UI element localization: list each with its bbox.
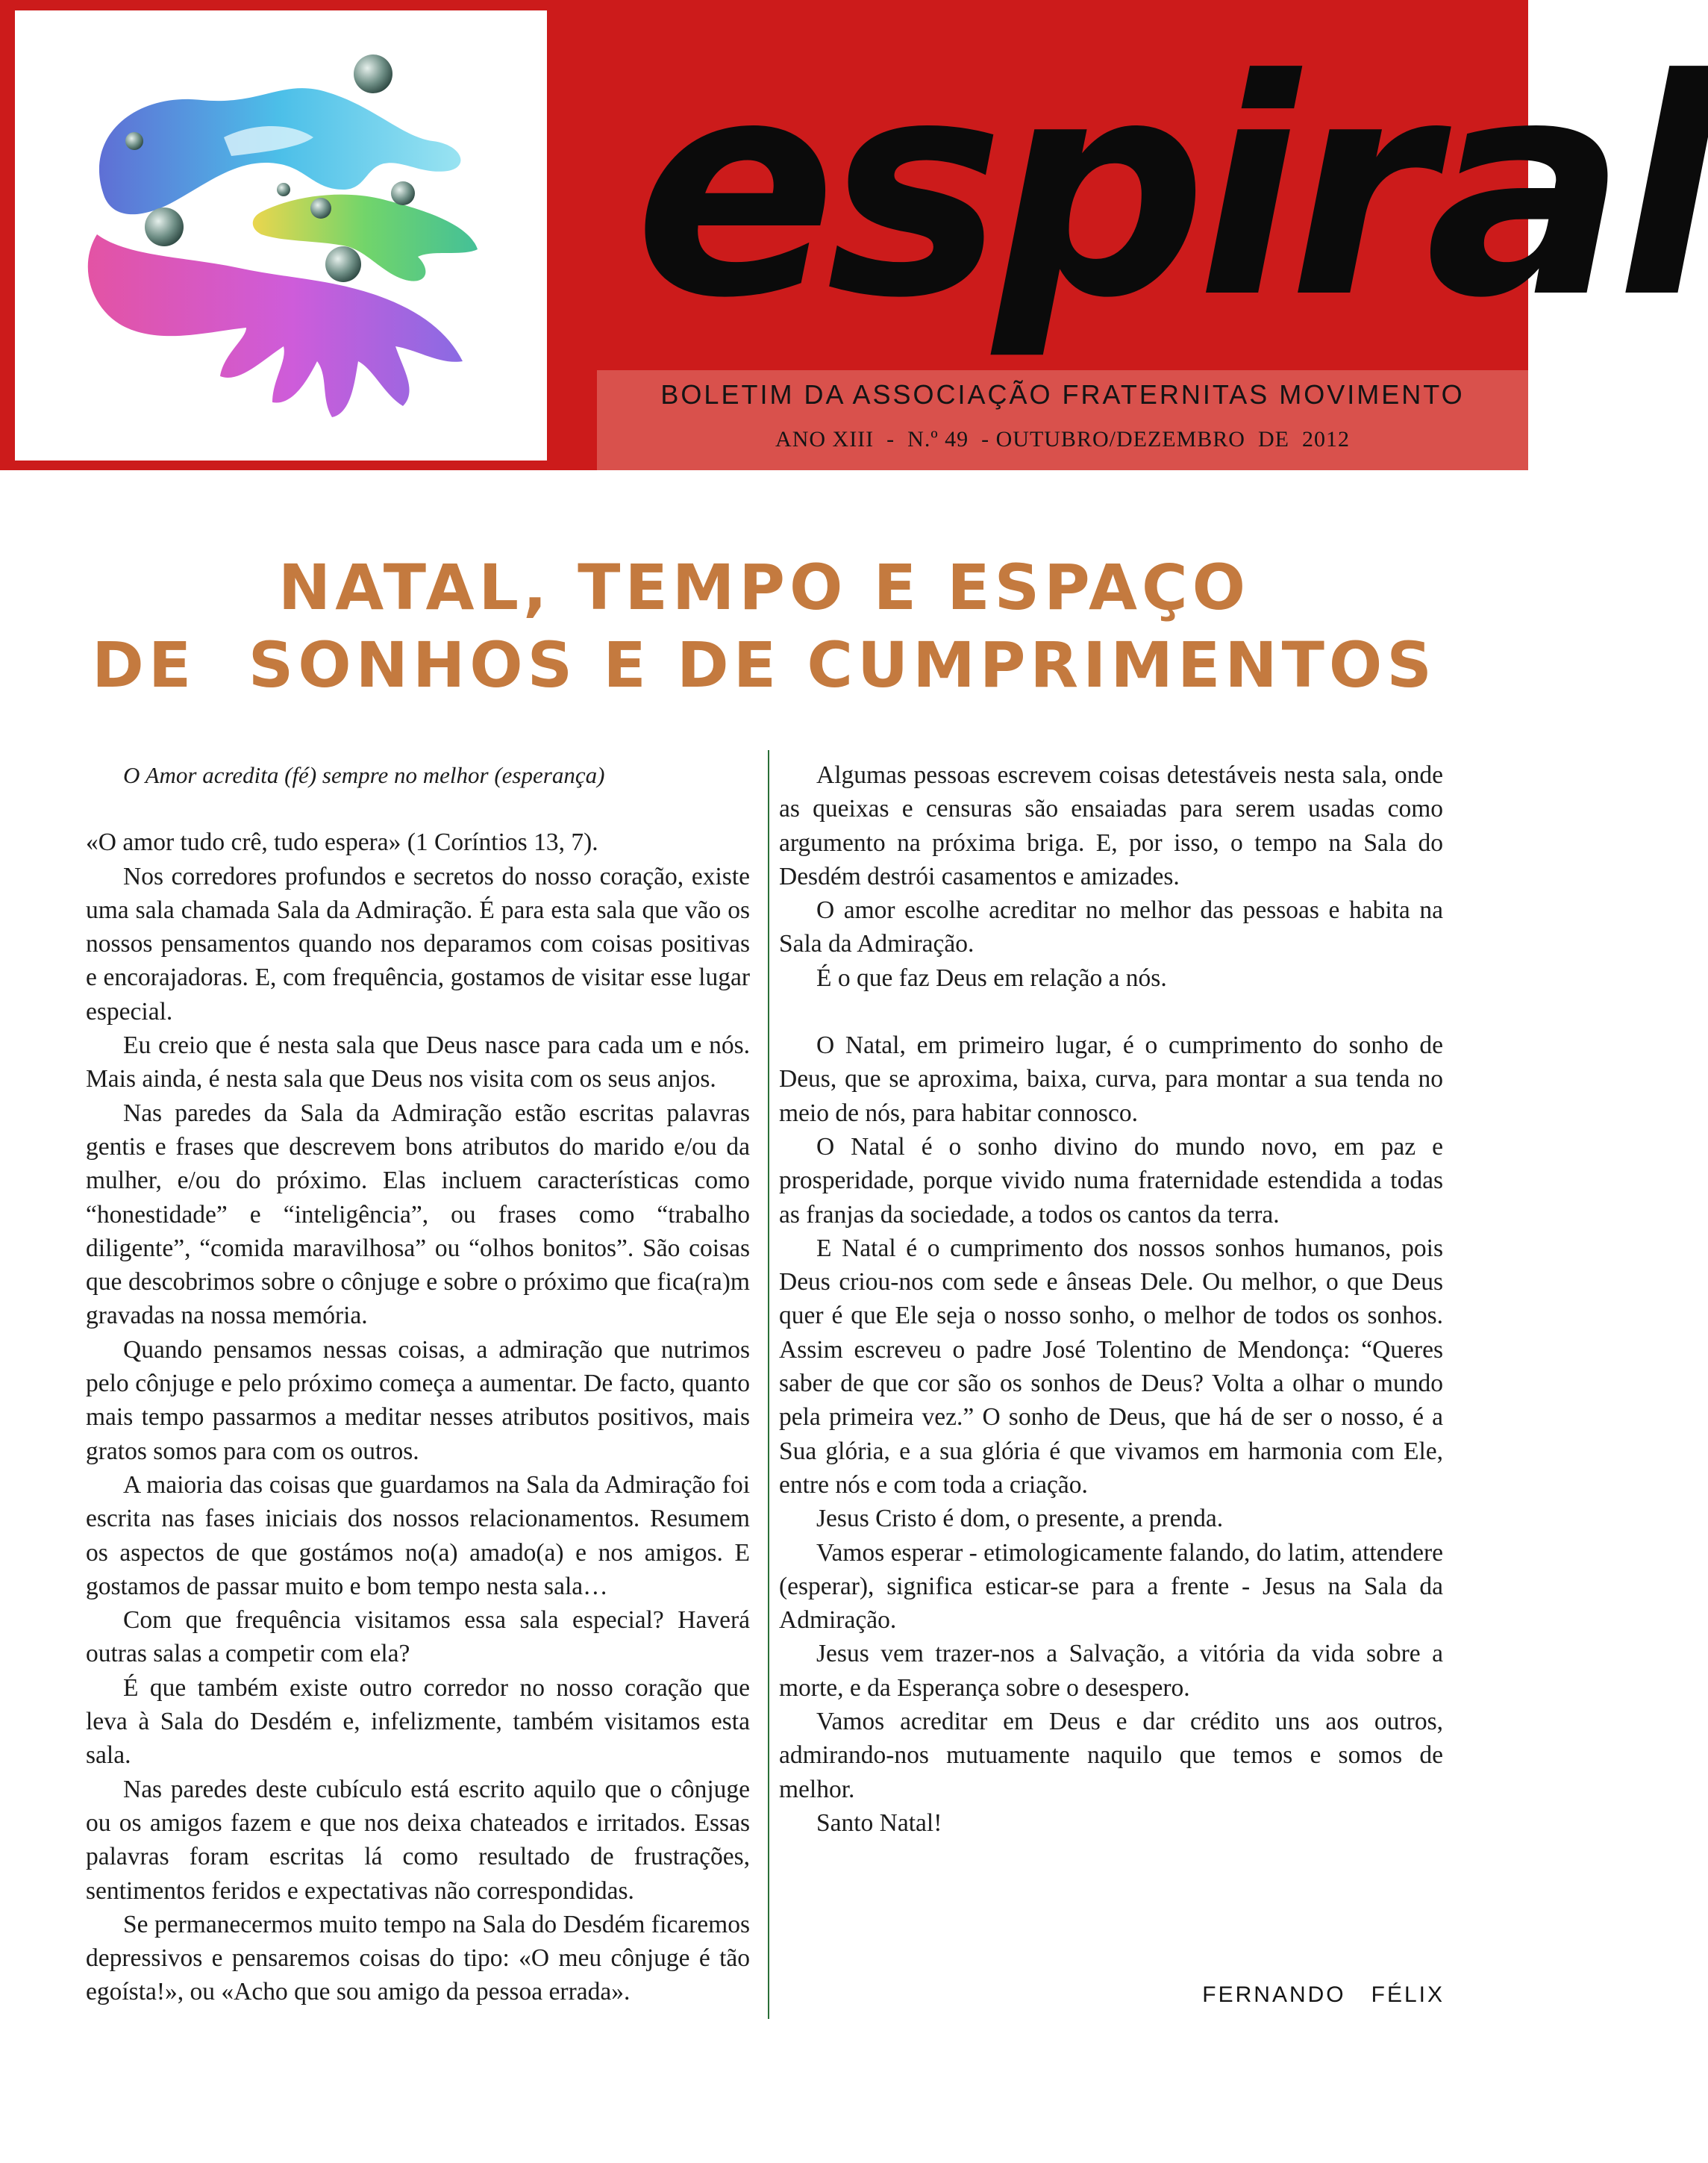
article-column-left [86,758,750,2009]
hands-spiral-logo-icon [15,10,547,461]
newsletter-title: espiral [634,16,1708,363]
issue-line: ANO XIII - N.º 49 - OUTUBRO/DEZEMBRO DE 2012 [775,427,1350,452]
paragraph: É que também existe outro corredor no nosso coração que leva à Sala do Desdém e, infelizmente, também visitamos esta sala. [86,1673,750,1770]
paragraph: E Natal é o cumprimento dos nossos sonhos humanos, pois Deus criou-nos com sede e ânseas Dele. Ou melhor, o que Deus quer é que Ele seja o nosso sonho, o melhor de todos os sonhos. Assim escreveu o padre José Tolentino de Mendonça: “Queres saber de que cor são os sonhos de Deus? Volta a olhar o mundo pela primeira vez.” O sonho de Deus, que há de ser o nosso, é a Sua glória, e a sua glória é que vivamos em harmonia com Ele, entre nós e com toda a criação. [779,1234,1443,1499]
article-column-right [779,758,1443,1840]
author-signature: FERNANDO FÉLIX [1202,1982,1445,2007]
epigraph: O Amor acredita (fé) sempre no melhor (esperança) [123,762,605,788]
paragraph: Santo Natal! [816,1808,942,1837]
headline-line-2: DE SONHOS E DE CUMPRIMENTOS [92,628,1436,702]
paragraph: Se permanecermos muito tempo na Sala do Desdém ficaremos depressivos e pensaremos coisas do tipo: «O meu cônjuge é tão egoísta!», ou «Acho que sou amigo da pessoa errada». [86,1910,750,2006]
paragraph: Nas paredes da Sala da Admiração estão escritas palavras gentis e frases que descrevem bons atributos do marido e/ou da mulher, e/ou do próximo. Elas incluem características como “honestidade” e “inteligência”, ou frases como “trabalho diligente”, “comida maravilhosa” ou “olhos bonitos”. São coisas que descobrimos sobre o cônjuge e sobre o próximo que fica(ra)m gravadas na nossa memória. [86,1099,750,1330]
logo [15,10,547,461]
headline-line-1: NATAL, TEMPO E ESPAÇO [278,551,1251,624]
paragraph: Nos corredores profundos e secretos do nosso coração, existe uma sala chamada Sala da Admiração. É para esta sala que vão os nossos pensamentos quando nos deparamos com coisas positivas e encorajadoras. E, com frequência, gostamos de visitar esse lugar especial. [86,862,750,1026]
paragraph: Jesus vem trazer-nos a Salvação, a vitória da vida sobre a morte, e da Esperança sobre o desespero. [779,1640,1443,1702]
paragraph: Vamos esperar - etimologicamente falando, do latim, attendere (esperar), significa esticar-se para a frente - Jesus na Sala da Admiração. [779,1538,1443,1635]
paragraph: O amor escolhe acreditar no melhor das pessoas e habita na Sala da Admiração. [779,896,1443,958]
paragraph: É o que faz Deus em relação a nós. [816,964,1167,992]
paragraph: «O amor tudo crê, tudo espera» (1 Coríntios 13, 7). [86,828,598,857]
paragraph: A maioria das coisas que guardamos na Sala da Admiração foi escrita nas fases iniciais dos nossos relacionamentos. Resumem os aspectos de que gostámos no(a) amado(a) e nos amigos. E gostamos de passar muito e bom tempo nesta sala… [86,1470,750,1600]
paragraph: Algumas pessoas escrevem coisas detestáveis nesta sala, onde as queixas e censuras são ensaiadas para serem usadas como argumento na próxima briga. E, por isso, o tempo na Sala do Desdém destrói casamentos e amizades. [779,761,1443,890]
paragraph: Jesus Cristo é dom, o presente, a prenda. [816,1505,1224,1533]
column-divider [768,750,769,2019]
article-headline [0,549,1528,704]
paragraph: Com que frequência visitamos essa sala especial? Haverá outras salas a competir com ela? [86,1606,750,1668]
paragraph: Vamos acreditar em Deus e dar crédito uns aos outros, admirando-nos mutuamente naquilo que temos e somos de melhor. [779,1708,1443,1803]
paragraph: O Natal é o sonho divino do mundo novo, em paz e prosperidade, porque vivido numa fraternidade estendida a todas as franjas da sociedade, a todos os cantos da terra. [779,1132,1443,1229]
paragraph: Eu creio que é nesta sala que Deus nasce para cada um e nós. Mais ainda, é nesta sala que Deus nos visita com os seus anjos. [86,1031,750,1093]
paragraph: Nas paredes deste cubículo está escrito aquilo que o cônjuge ou os amigos fazem e que nos deixa chateados e irritados. Essas palavras foram escritas lá como resultado de frustrações, sentimentos feridos e expectativas não correspondidas. [86,1775,750,1905]
paragraph: O Natal, em primeiro lugar, é o cumprimento do sonho de Deus, que se aproxima, baixa, curva, para montar a sua tenda no meio de nós, para habitar connosco. [779,1031,1443,1127]
paragraph: Quando pensamos nessas coisas, a admiração que nutrimos pelo cônjuge e pelo próximo começa a aumentar. De facto, quanto mais tempo passarmos a meditar nesses atributos positivos, mais gratos somos para com os outros. [86,1335,750,1465]
newsletter-subtitle: BOLETIM DA ASSOCIAÇÃO FRATERNITAS MOVIMENTO [660,379,1465,410]
